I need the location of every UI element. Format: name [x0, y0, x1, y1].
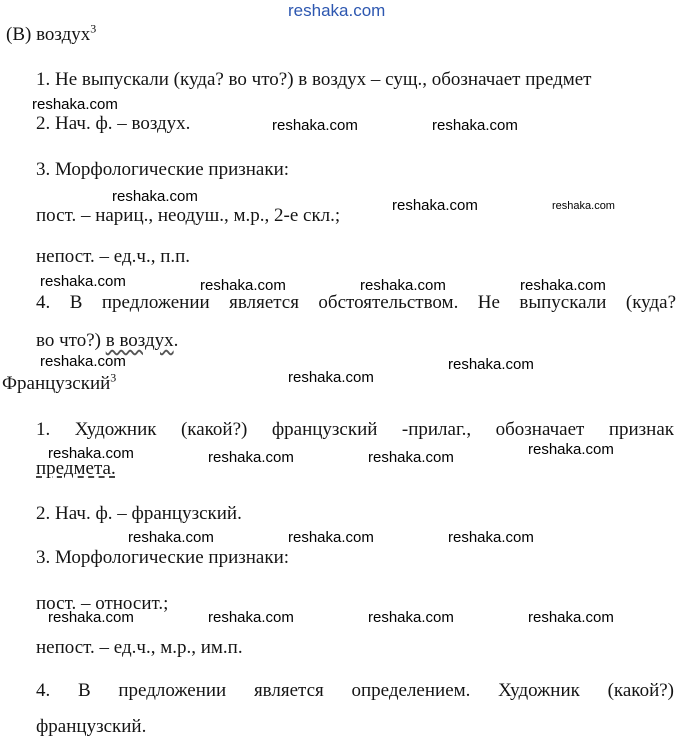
- watermark: reshaka.com: [392, 197, 478, 214]
- section2-heading: [2, 370, 117, 395]
- section1-line-7-a: во что?): [36, 330, 106, 351]
- section2-heading-text: Французский: [2, 373, 111, 394]
- section2-line-2-text: предмета.: [36, 458, 116, 479]
- section2-line-3: 2. Нач. ф. – французский.: [36, 503, 242, 524]
- section1-line-4: пост. – нариц., неодуш., м.р., 2-е скл.;: [36, 205, 341, 226]
- section2-line-8: французский.: [36, 716, 147, 737]
- section1-heading: [6, 21, 97, 46]
- section1-line-7-c: .: [173, 330, 179, 351]
- watermark: reshaka.com: [208, 449, 294, 466]
- section2-heading-sup: 3: [110, 370, 117, 385]
- section1-line-6: 4. В предложении является обстоятельством. Не выпускали (куда?: [36, 292, 676, 313]
- section1-line-7-underlined: в воздух: [105, 330, 174, 351]
- watermark: reshaka.com: [448, 529, 534, 546]
- watermark: reshaka.com: [552, 200, 615, 212]
- watermark: reshaka.com: [520, 277, 606, 294]
- watermark: reshaka.com: [128, 529, 214, 546]
- watermark: reshaka.com: [368, 609, 454, 626]
- section2-line-4: 3. Морфологические признаки:: [36, 547, 290, 568]
- section2-line-5: пост. – относит.;: [36, 593, 169, 614]
- watermark: reshaka.com: [448, 356, 534, 373]
- watermark: reshaka.com: [48, 445, 134, 462]
- section1-line-7: [36, 330, 178, 352]
- section1-heading-sup: 3: [90, 21, 97, 36]
- section1-line-3: 3. Морфологические признаки:: [36, 159, 290, 180]
- watermark: reshaka.com: [288, 529, 374, 546]
- watermark: reshaka.com: [432, 117, 518, 134]
- watermark: reshaka.com: [112, 188, 198, 205]
- watermark: reshaka.com: [208, 609, 294, 626]
- watermark: reshaka.com: [200, 277, 286, 294]
- watermark: reshaka.com: [368, 449, 454, 466]
- watermark: reshaka.com: [528, 609, 614, 626]
- section2-line-7: 4. В предложении является определением. Художник (какой?): [36, 680, 674, 701]
- watermark: reshaka.com: [360, 277, 446, 294]
- section1-heading-text: (В) воздух: [6, 24, 91, 45]
- watermark: reshaka.com: [48, 609, 134, 626]
- watermark-top: reshaka.com: [288, 1, 386, 20]
- watermark: reshaka.com: [40, 353, 126, 370]
- section2-line-6: непост. – ед.ч., м.р., им.п.: [36, 637, 243, 658]
- watermark: reshaka.com: [40, 273, 126, 290]
- watermark: reshaka.com: [272, 117, 358, 134]
- watermark: reshaka.com: [528, 441, 614, 458]
- watermark: reshaka.com: [32, 96, 118, 113]
- watermark: reshaka.com: [288, 369, 374, 386]
- section2-line-1: 1. Художник (какой?) французский -прилаг., обозначает признак: [36, 419, 674, 440]
- section1-line-5: непост. – ед.ч., п.п.: [36, 246, 191, 267]
- section1-line-1: 1. Не выпускали (куда? во что?) в воздух – сущ., обозначает предмет: [36, 69, 592, 90]
- section1-line-2: 2. Нач. ф. – воздух.: [36, 113, 191, 134]
